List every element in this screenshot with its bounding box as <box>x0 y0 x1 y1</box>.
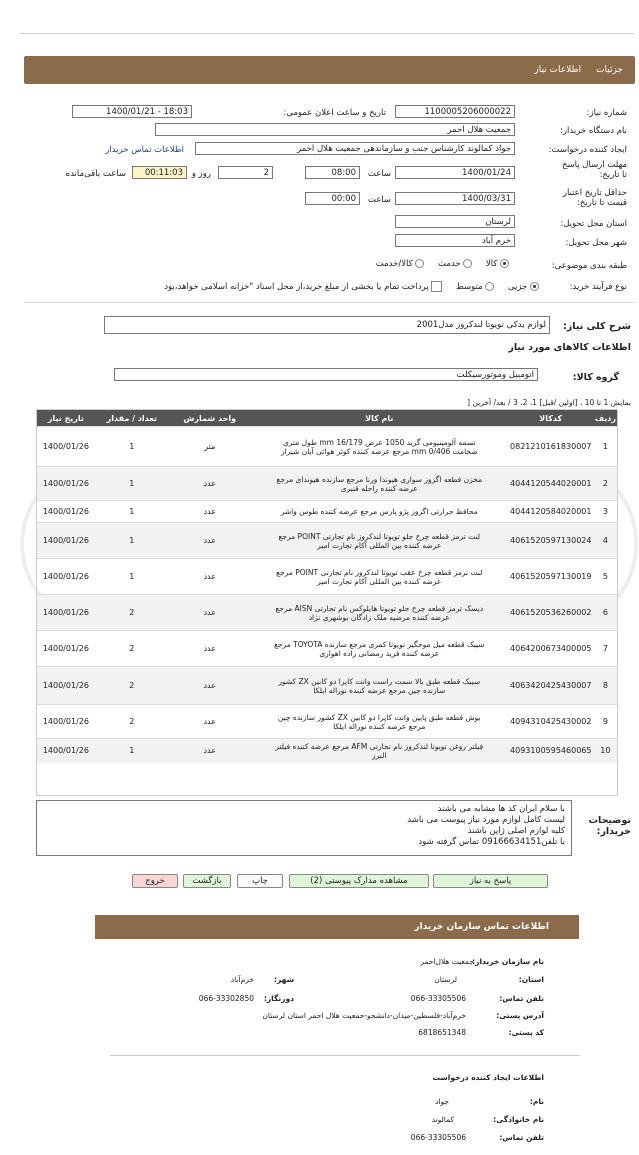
cell-row: 3 <box>594 501 617 523</box>
cell-name: سیبک قطعه طبق بالا سمت راست وانت کاپرا دو کابین ZX کشور سازنده چین مرجع عرضه کننده نوراله ایلکا <box>251 667 508 705</box>
reply-button[interactable]: پاسخ به نیاز <box>433 874 548 888</box>
cell-code: 4061520597130019 <box>508 559 594 595</box>
cell-row: 10 <box>594 739 617 763</box>
cell-name: بوش قطعه طبق پایین وانت کاپرا دو کابین ZX کشور سازنده چین مرجع عرضه کننده نوراله ایلکا <box>251 705 508 739</box>
col-name: نام کالا <box>251 410 508 427</box>
table-row <box>37 467 617 501</box>
back-button[interactable]: بازگشت <box>183 874 231 888</box>
announce-label: تاریخ و ساعت اعلان عمومی: <box>283 108 386 118</box>
cell-unit: عدد <box>169 523 251 559</box>
city-field: خرم آباد <box>395 234 515 247</box>
contact-postal-value: 6818651348 <box>418 1028 466 1037</box>
cell-name: فیلتر روغن تویوتا لندکروز نام تجارتی AFM مرجع عرضه کننده فیلتر البرز <box>251 739 508 763</box>
notes-line: با سلام ایران کد ها مشابه می باشند <box>437 804 565 814</box>
col-qty: تعداد / مقدار <box>95 410 169 427</box>
cell-name: تسمه آلومینیومی گرید 1050 عرض 16/179 mm طول متری ضخامت 0/406 mm مرجع عرضه کننده کوثر هوائی آیان شیراز <box>251 427 508 467</box>
city-label: شهر محل تحویل: <box>565 238 627 248</box>
creator-family-value: کمالوند <box>431 1115 454 1124</box>
contact-header <box>95 915 579 939</box>
table-row <box>37 667 617 705</box>
cell-row: 1 <box>594 427 617 467</box>
process-medium-label: متوسط <box>455 282 483 292</box>
table-row <box>37 523 617 559</box>
cell-qty: 1 <box>95 559 169 595</box>
process-note: پرداخت تمام یا بخشی از مبلغ خرید،از محل اسناد "خزانه اسلامی خواهد،بود <box>164 282 429 292</box>
category-options <box>376 259 509 269</box>
cell-code: 4063420425430007 <box>508 667 594 705</box>
province-field: لرستان <box>395 215 515 228</box>
cell-code: 4064200673400005 <box>508 631 594 667</box>
process-minor-radio[interactable] <box>530 282 539 291</box>
cell-qty: 1 <box>95 427 169 467</box>
treasury-checkbox[interactable] <box>431 281 442 292</box>
notes-line: لیست کامل لوازم مورد نیاز پیوست می باشد <box>407 815 565 825</box>
need-number-label: شماره نیاز: <box>586 108 627 118</box>
deadline-label: مهلت ارسال پاسخ تا تاریخ: <box>562 160 627 180</box>
deadline-date-field: 1400/01/24 <box>395 166 515 179</box>
cell-row: 8 <box>594 667 617 705</box>
cell-name: محافظ حرارتی اگزوز پژو پارس مرجع عرضه کننده طوس واشر <box>251 501 508 523</box>
cell-code: 4061520597130024 <box>508 523 594 559</box>
cell-date: 1400/01/26 <box>37 427 95 467</box>
days-field: 2 <box>218 166 273 179</box>
cell-date: 1400/01/26 <box>37 667 95 705</box>
cell-date: 1400/01/26 <box>37 523 95 559</box>
col-date: تاریخ نیاز <box>37 410 95 427</box>
creator-family-label: نام خانوادگی: <box>493 1115 544 1124</box>
contact-phone-label: تلفن تماس: <box>499 994 544 1003</box>
cell-unit: عدد <box>169 739 251 763</box>
category-service-radio[interactable] <box>463 259 472 268</box>
process-label: نوع فرآیند خرید: <box>569 282 627 292</box>
tab-need-info[interactable]: اطلاعات نیاز <box>534 65 582 75</box>
notes-box <box>36 800 572 856</box>
goods-title: اطلاعات کالاهای مورد نیاز <box>508 342 631 353</box>
need-number-field: 1100005206000022 <box>395 105 515 118</box>
cell-qty: 2 <box>95 705 169 739</box>
category-label: طبقه بندی موضوعی: <box>551 261 627 271</box>
notes-line: با تلفن09166634151 تماس گرفته شود <box>418 837 565 847</box>
cell-row: 2 <box>594 467 617 501</box>
contact-fax-value: 066-33302850 <box>198 994 254 1003</box>
cell-name: سیبک قطعه میل موجگیر تویوتا کمری مرجع سازنده TOYOTA مرجع عرضه کننده فرید رمضانی زاده اهوازی <box>251 631 508 667</box>
top-divider <box>20 33 634 34</box>
validity-date-field: 1400/03/31 <box>395 192 515 205</box>
validity-time-field: 00:00 <box>305 192 360 205</box>
process-minor-label: جزیی <box>507 282 528 292</box>
deadline-time-field: 08:00 <box>305 166 360 179</box>
cell-unit: عدد <box>169 467 251 501</box>
province-label: استان محل تحویل: <box>560 219 627 229</box>
cell-qty: 2 <box>95 595 169 631</box>
cell-date: 1400/01/26 <box>37 739 95 763</box>
table-row <box>37 427 617 467</box>
buyer-contact-link[interactable]: اطلاعات تماس خریدار <box>105 145 184 155</box>
goods-group-label: گروه کالا: <box>572 372 619 383</box>
days-label: روز و <box>191 169 211 179</box>
notes-line: کلیه لوازم اصلی ژاپن باشند <box>467 826 565 836</box>
remaining-label: ساعت باقی‌مانده <box>65 169 126 179</box>
cell-code: 4093100595460065 <box>508 739 594 763</box>
notes-label: توضیحات خریدار: <box>588 815 631 837</box>
creator-name-label: نام: <box>529 1097 544 1106</box>
cell-date: 1400/01/26 <box>37 705 95 739</box>
cell-date: 1400/01/26 <box>37 467 95 501</box>
process-options <box>164 281 539 292</box>
cell-date: 1400/01/26 <box>37 559 95 595</box>
creator-phone-value: 066-33305506 <box>410 1133 466 1142</box>
cell-name: دیسک ترمز قطعه چرخ جلو تویوتا هایلوکس نام تجارتی AISN مرجع عرضه کننده مرضیه ملک زادگان بوشهری نژاد <box>251 595 508 631</box>
contact-fax-label: دورنگار: <box>263 994 294 1003</box>
cell-qty: 1 <box>95 467 169 501</box>
items-table-wrapper <box>36 409 618 796</box>
creator-section-title: اطلاعات ایجاد کننده درخواست <box>432 1073 544 1082</box>
contact-address-value: خرم‌آباد-فلسطین-میدان-دانشجو-جمعیت هلال احمر استان لرستان <box>262 1011 466 1020</box>
table-row <box>37 631 617 667</box>
table-row <box>37 559 617 595</box>
cell-row: 6 <box>594 595 617 631</box>
contact-org-label: نام سازمان خریدار: <box>472 957 544 966</box>
cell-unit: عدد <box>169 667 251 705</box>
buyer-org-field: جمعیت هلال احمر <box>155 123 515 136</box>
col-code: کدکالا <box>508 410 594 427</box>
cell-unit: عدد <box>169 595 251 631</box>
announce-field: 1400/01/21 - 18:03 <box>72 105 192 118</box>
cell-row: 9 <box>594 705 617 739</box>
creator-name-value: جواد <box>435 1097 449 1106</box>
summary-label: شرح کلی نیاز: <box>562 321 631 332</box>
cell-code: 4094310425430002 <box>508 705 594 739</box>
table-row <box>37 739 617 763</box>
contact-address-label: آدرس پستی: <box>496 1011 544 1020</box>
creator-phone-label: تلفن تماس: <box>499 1133 544 1142</box>
col-unit: واحد شمارش <box>169 410 251 427</box>
buyer-org-label: نام دستگاه خریدار: <box>560 126 627 136</box>
cell-code: 4061520536260002 <box>508 595 594 631</box>
process-medium-radio[interactable] <box>485 282 494 291</box>
cell-date: 1400/01/26 <box>37 501 95 523</box>
deadline-time-label: ساعت <box>367 169 391 179</box>
table-header-row <box>37 410 617 427</box>
contact-divider <box>110 1055 580 1056</box>
remaining-timer: 00:11:03 <box>132 166 187 179</box>
cell-qty: 2 <box>95 667 169 705</box>
cell-code: 0821210161830007 <box>508 427 594 467</box>
cell-unit: عدد <box>169 559 251 595</box>
pagination[interactable]: نمایش 1 تا 10 ، [اولین /قبل] 1، 2، 3 / بعد/ آخرین [ <box>467 398 631 407</box>
page-header <box>24 56 635 84</box>
contact-title: اطلاعات تماس سازمان خریدار <box>414 922 549 932</box>
divider <box>24 302 635 303</box>
print-button[interactable]: چاپ <box>237 874 283 888</box>
goods-group-field: اتومبیل وموتورسیکلت <box>114 368 538 381</box>
cell-name: لنت ترمز قطعه چرخ عقب تویوتا لندکروز نام تجارتی POINT مرجع عرضه کننده بین المللی آکام تجارت امیر <box>251 559 508 595</box>
cell-code: 4044120584020001 <box>508 501 594 523</box>
validity-time-label: ساعت <box>367 195 391 205</box>
cell-date: 1400/01/26 <box>37 631 95 667</box>
cell-qty: 2 <box>95 631 169 667</box>
contact-phone-value: 066-33305506 <box>410 994 466 1003</box>
tab-details[interactable]: جزئیات <box>596 65 623 75</box>
contact-city-label: شهر: <box>274 975 294 984</box>
cell-qty: 1 <box>95 501 169 523</box>
contact-province-value: لرستان <box>434 975 457 984</box>
category-goods-label: کالا <box>485 259 498 269</box>
summary-field: لوازم یدکی تویوتا لندکروز مدل2001 <box>104 316 550 334</box>
validity-label: حداقل تاریخ اعتبار قیمت تا تاریخ: <box>562 188 627 208</box>
cell-date: 1400/01/26 <box>37 595 95 631</box>
cell-code: 4044120544020001 <box>508 467 594 501</box>
cell-unit: عدد <box>169 631 251 667</box>
cell-name: لنت ترمز قطعه چرخ جلو تویوتا لندکروز نام تجارتی POINT مرجع عرضه کننده بین المللی آکام تجارت امیر <box>251 523 508 559</box>
cell-unit: عدد <box>169 501 251 523</box>
category-both-radio[interactable] <box>415 259 424 268</box>
contact-province-label: استان: <box>518 975 544 984</box>
contact-org-value: جمعیت هلال‌احمر <box>420 957 474 966</box>
cell-qty: 1 <box>95 523 169 559</box>
cell-unit: عدد <box>169 705 251 739</box>
cell-row: 5 <box>594 559 617 595</box>
contact-city-value: خرم‌آباد <box>230 975 254 984</box>
creator-field: جواد کمالوند کارشناس جنب و سازماندهی جمعیت هلال احمر <box>195 142 515 155</box>
cell-row: 7 <box>594 631 617 667</box>
creator-label: ایجاد کننده درخواست: <box>548 145 627 155</box>
cell-unit: متر <box>169 427 251 467</box>
category-goods-radio[interactable] <box>500 259 509 268</box>
table-row <box>37 501 617 523</box>
table-row <box>37 705 617 739</box>
cell-qty: 1 <box>95 739 169 763</box>
cell-row: 4 <box>594 523 617 559</box>
table-row <box>37 595 617 631</box>
items-table <box>37 410 617 763</box>
cell-name: مخزن قطعه اگزوز سواری هیوندا ورنا مرجع سازنده هیوندای مرجع عرضه کننده راحله قنبری <box>251 467 508 501</box>
exit-button[interactable]: خروج <box>132 874 178 888</box>
col-row: ردیف <box>594 410 617 427</box>
attachments-button[interactable]: مشاهده مدارک پیوستی (2) <box>289 874 429 888</box>
category-service-label: خدمت <box>437 259 461 269</box>
contact-postal-label: کد پستی: <box>508 1028 544 1037</box>
category-both-label: کالا/خدمت <box>375 259 413 269</box>
